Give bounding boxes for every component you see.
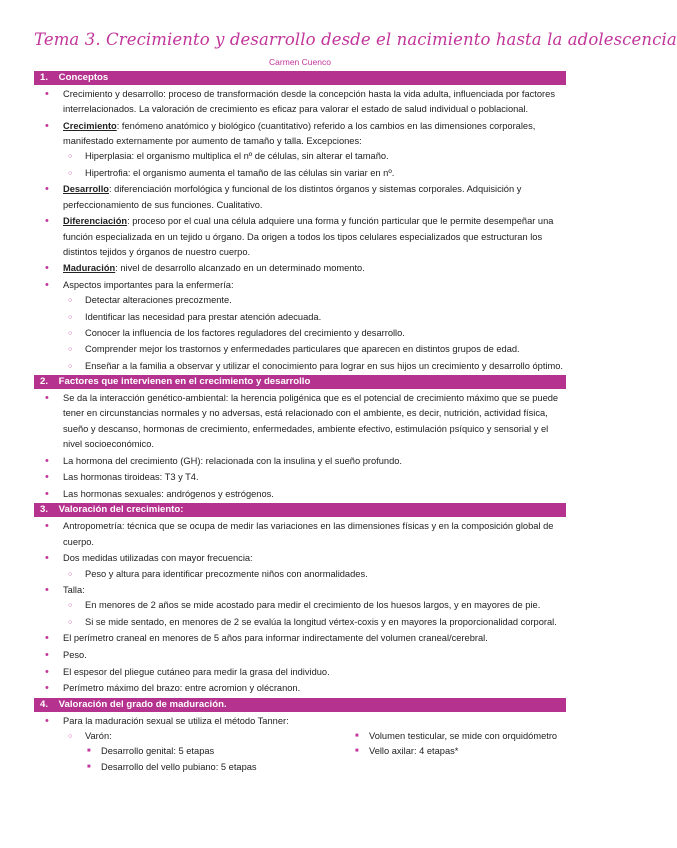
item-text: Aspectos importantes para la enfermería: bbox=[63, 280, 234, 291]
tanner-right-column bbox=[353, 729, 566, 776]
sub-list-item: ○ Si se mide sentado, en menores de 2 se evalúa la longitud vértex-coxis y en mayores la proporcionalidad corporal. bbox=[63, 615, 566, 630]
term: Crecimiento bbox=[63, 120, 117, 131]
list-item bbox=[34, 182, 566, 213]
sub-list-item: ○ Detectar alteraciones precozmente. bbox=[63, 293, 566, 308]
list-item bbox=[34, 278, 566, 374]
item-text: : proceso por el cual una célula adquiere una forma y función particular que le permite desempeñar una función especializada en un tejido u órgano. Da origen a todos los tipos celulares especializados que estructuran los distintos tejidos y órganos de nuestro cuerpo. bbox=[63, 216, 554, 257]
section-number: 2. bbox=[40, 376, 49, 388]
list-item: • La hormona del crecimiento (GH): relacionada con la insulina y el sueño profundo. bbox=[34, 454, 566, 469]
sub-sub-list-item: ■ Desarrollo genital: 5 etapas bbox=[85, 744, 353, 759]
sub-list-item: ○ Hiperplasia: el organismo multiplica el nº de células, sin alterar el tamaño. bbox=[63, 149, 566, 164]
varon-label: Varón: bbox=[85, 731, 112, 742]
list-item: • Las hormonas sexuales: andrógenos y estrógenos. bbox=[34, 487, 566, 502]
sub-list bbox=[63, 293, 566, 373]
section-title: Factores que intervienen en el crecimiento y desarrollo bbox=[58, 376, 311, 388]
section-list-maduracion bbox=[34, 714, 566, 776]
sub-sub-list-item: ■ Vello axilar: 4 etapas* bbox=[353, 744, 566, 759]
list-item bbox=[34, 214, 566, 260]
sub-list bbox=[63, 729, 353, 775]
author: Carmen Cuenco bbox=[269, 57, 331, 67]
term: Desarrollo bbox=[63, 184, 109, 195]
section-list-factores bbox=[34, 391, 566, 502]
sub-sub-list-item: ■ Desarrollo del vello pubiano: 5 etapas bbox=[85, 760, 353, 775]
term: Diferenciación bbox=[63, 216, 128, 227]
tanner-columns bbox=[63, 729, 566, 776]
sub-list-item: ○ Enseñar a la familia a observar y utilizar el conocimiento para lograr en sus hijos un crecimiento y desarrollo óptimo. bbox=[63, 359, 566, 374]
item-text: Dos medidas utilizadas con mayor frecuencia: bbox=[63, 553, 253, 564]
section-number: 3. bbox=[40, 504, 49, 516]
section-heading-factores bbox=[34, 375, 566, 389]
list-item: • Perímetro máximo del brazo: entre acromion y olécranon. bbox=[34, 681, 566, 696]
section-list-conceptos bbox=[34, 87, 566, 374]
sub-list-item: ○ Hipertrofia: el organismo aumenta el tamaño de las células sin variar en nº. bbox=[63, 166, 566, 181]
sub-sub-list bbox=[353, 729, 566, 760]
sub-list-item-varon bbox=[63, 729, 353, 775]
list-item bbox=[34, 87, 566, 118]
item-text: : fenómeno anatómico y biológico (cuantitativo) referido a los cambios en las dimensiones corporales, manifestado externamente por aumento de tamaño y talla. Excepciones: bbox=[63, 120, 536, 147]
section-title: Valoración del grado de maduración. bbox=[58, 698, 227, 710]
list-item bbox=[34, 714, 566, 776]
section-number: 4. bbox=[40, 698, 49, 710]
list-item: • El espesor del pliegue cutáneo para medir la grasa del individuo. bbox=[34, 665, 566, 680]
document-title: Tema 3. Crecimiento y desarrollo desde el nacimiento hasta la adolescencia bbox=[34, 30, 677, 49]
section-title: Conceptos bbox=[58, 72, 109, 83]
item-text: Talla: bbox=[63, 585, 85, 596]
item-text: : nivel de desarrollo alcanzado en un determinado momento. bbox=[115, 263, 365, 274]
tanner-left-column bbox=[63, 729, 353, 776]
list-item: • Peso. bbox=[34, 648, 566, 663]
list-item: • Se da la interacción genético-ambiental: la herencia poligénica que es el potencial de crecimiento máximo que se puede tener en circunstancias normales y no adversas, está relacionado con el ambiente, es decir, nutrición, actividad física, sueño y descanso, hormonas de crecimiento, enfermedades, ambiente efectivo, estimulación psíquico y sensorial y el nivel socioeconómico. bbox=[34, 391, 566, 452]
sub-sub-list bbox=[85, 744, 353, 775]
list-item bbox=[34, 551, 566, 582]
sub-list bbox=[63, 598, 566, 630]
section-title: Valoración del crecimiento: bbox=[58, 504, 184, 516]
sub-sub-list-item: ■ Volumen testicular, se mide con orquidómetro bbox=[353, 729, 566, 744]
section-number: 1. bbox=[40, 72, 49, 83]
section-list-valoracion-crecimiento bbox=[34, 519, 566, 696]
sub-list bbox=[63, 567, 566, 582]
sub-list-item: ○ Comprender mejor los trastornos y enfermedades particulares que aparecen en distintos grupos de edad. bbox=[63, 342, 566, 357]
item-text: Para la maduración sexual se utiliza el método Tanner: bbox=[63, 715, 289, 726]
sub-list-item: ○ Conocer la influencia de los factores reguladores del crecimiento y desarrollo. bbox=[63, 326, 566, 341]
item-text: Crecimiento y desarrollo: proceso de transformación desde la concepción hasta la vida adulta, influenciada por factores interrelacionados. La valoración de crecimiento es eficaz para valorar el estado de salud individual o poblacional. bbox=[63, 89, 555, 115]
list-item bbox=[34, 583, 566, 630]
term: Maduración bbox=[63, 263, 116, 274]
section-heading-conceptos bbox=[34, 71, 566, 85]
sub-list-item: ○ Identificar las necesidad para prestar atención adecuada. bbox=[63, 310, 566, 325]
item-text: : diferenciación morfológica y funcional de los distintos órganos y sistemas corporales. Adquisición y perfeccionamiento de sus funciones. Cualitativo. bbox=[63, 184, 522, 210]
sub-list bbox=[63, 149, 566, 181]
list-item bbox=[34, 261, 566, 276]
sub-list-item: ○ Peso y altura para identificar precozmente niños con anormalidades. bbox=[63, 567, 566, 582]
section-heading-maduracion bbox=[34, 698, 566, 712]
list-item: • El perímetro craneal en menores de 5 años para informar indirectamente del volumen craneal/cerebral. bbox=[34, 631, 566, 646]
section-heading-valoracion-crecimiento bbox=[34, 503, 566, 517]
list-item bbox=[34, 119, 566, 181]
list-item: • Antropometría: técnica que se ocupa de medir las variaciones en las dimensiones físicas y en la composición global de cuerpo. bbox=[34, 519, 566, 550]
sub-list-item: ○ En menores de 2 años se mide acostado para medir el crecimiento de los huesos largos, y en mayores de pie. bbox=[63, 598, 566, 613]
list-item: • Las hormonas tiroideas: T3 y T4. bbox=[34, 470, 566, 485]
